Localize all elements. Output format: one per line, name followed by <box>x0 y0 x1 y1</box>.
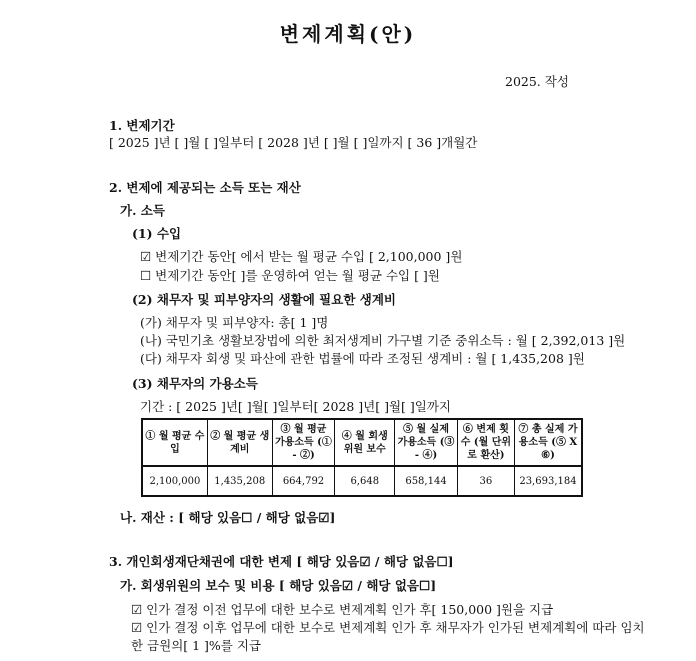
disposable-income-table <box>141 418 583 497</box>
page-title: 변제계획(안) <box>279 22 417 46</box>
table-cell: 6,648 <box>335 466 395 496</box>
table-cell: 1,435,208 <box>207 466 272 496</box>
trustee-fee-before: ☑ 인가 결정 이전 업무에 대한 보수로 변제계획 인가 후[ 150,000 ]원을 지급 <box>131 602 554 617</box>
table-header: ① 월 평균 수입 <box>142 419 207 466</box>
table-header: ③ 월 평균 가용소득 (① - ②) <box>272 419 335 466</box>
table-header: ④ 월 회생위원 보수 <box>335 419 395 466</box>
section-2-heading: 2. 변제에 제공되는 소득 또는 재산 <box>109 180 301 195</box>
revenue-option-business: ☐ 변제기간 동안[ ]를 운영하여 얻는 월 평균 수입 [ ]원 <box>140 268 440 283</box>
table-header: ⑦ 총 실제 가용소득 (⑤ X ⑥) <box>514 419 582 466</box>
table-cell: 2,100,000 <box>142 466 207 496</box>
living-cost-heading: (2) 채무자 및 피부양자의 생활에 필요한 생계비 <box>132 292 396 307</box>
trustee-fee-after-cont: 한 금원의[ 1 ]%를 지급 <box>131 638 262 653</box>
dependents-line: (가) 채무자 및 피부양자: 총[ 1 ]명 <box>140 315 329 330</box>
revenue-heading: (1) 수입 <box>132 226 182 241</box>
table-cell: 36 <box>457 466 514 496</box>
trustee-fee-after: ☑ 인가 결정 이후 업무에 대한 보수로 변제계획 인가 후 채무자가 인가된 변제계획에 따라 임치 <box>131 620 645 635</box>
revenue-option-salary: ☑ 변제기간 동안[ 에서 받는 월 평균 수입 [ 2,100,000 ]원 <box>140 249 463 264</box>
table-row <box>142 466 582 496</box>
table-header: ⑥ 변제 횟수 (월 단위로 환산) <box>457 419 514 466</box>
table-header: ⑤ 월 실제 가용소득 (③ - ④) <box>395 419 458 466</box>
adjusted-living-cost-line: (다) 채무자 회생 및 파산에 관한 법률에 따라 조정된 생계비 : 월 [ 1,435,208 ]원 <box>140 351 585 366</box>
disposable-income-period: 기간 : [ 2025 ]년[ ]월[ ]일부터[ 2028 ]년[ ]월[ ]일까지 <box>140 399 451 414</box>
median-income-line: (나) 국민기초 생활보장법에 의한 최저생계비 가구별 기준 중위소득 : 월 [ 2,392,013 ]원 <box>140 333 626 348</box>
table-cell: 658,144 <box>395 466 458 496</box>
table-cell: 664,792 <box>272 466 335 496</box>
table-cell: 23,693,184 <box>514 466 582 496</box>
income-heading: 가. 소득 <box>120 203 165 218</box>
date-line: 2025. 작성 <box>505 74 569 89</box>
section-1-heading: 1. 변제기간 <box>109 118 175 133</box>
repayment-period-line: [ 2025 ]년 [ ]월 [ ]일부터 [ 2028 ]년 [ ]월 [ ]일까지 [ 36 ]개월간 <box>109 135 478 150</box>
disposable-income-heading: (3) 채무자의 가용소득 <box>132 376 258 391</box>
table-header: ② 월 평균 생계비 <box>207 419 272 466</box>
property-line: 나. 재산 : [ 해당 있음☐ / 해당 없음☑] <box>120 510 336 525</box>
trustee-fee-heading: 가. 회생위원의 보수 및 비용 [ 해당 있음☑ / 해당 없음☐] <box>120 578 437 593</box>
section-3-heading: 3. 개인회생재단채권에 대한 변제 [ 해당 있음☑ / 해당 없음☐] <box>109 554 454 569</box>
